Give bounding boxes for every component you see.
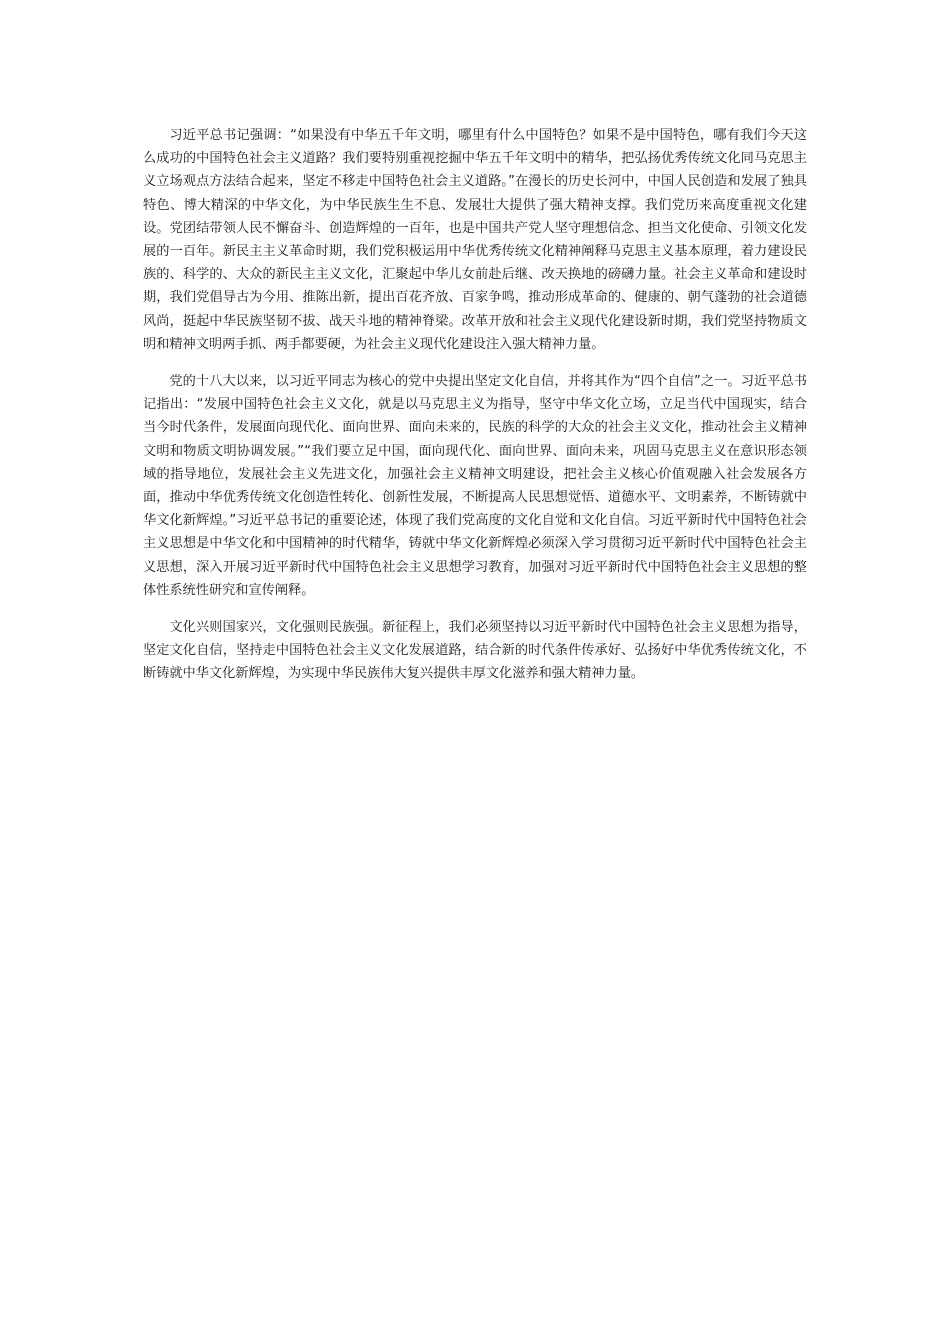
paragraph-2: 党的十八大以来，以习近平同志为核心的党中央提出坚定文化自信，并将其作为“四个自信”之一。习近平总书记指出：“发展中国特色社会主义文化，就是以马克思主义为指导，坚守中华文化立场，立足当代中国现实，结合当今时代条件，发展面向现代化、面向世界、面向未来的，民族的科学的大众的社会主义文化，推动社会主义精神文明和物质文明协调发展。”“我们要立足中国，面向现代化、面向世界、面向未来，巩固马克思主义在意识形态领域的指导地位，发展社会主义先进文化，加强社会主义精神文明建设，把社会主义核心价值观融入社会发展各方面，推动中华优秀传统文化创造性转化、创新性发展，不断提高人民思想觉悟、道德水平、文明素养，不断铸就中华文化新辉煌。”习近平总书记的重要论述，体现了我们党高度的文化自觉和文化自信。习近平新时代中国特色社会主义思想是中华文化和中国精神的时代精华，铸就中华文化新辉煌必须深入学习贯彻习近平新时代中国特色社会主义思想，深入开展习近平新时代中国特色社会主义思想学习教育，加强对习近平新时代中国特色社会主义思想的整体性系统性研究和宣传阐释。: [143, 374, 807, 598]
paragraph-3: 文化兴则国家兴，文化强则民族强。新征程上，我们必须坚持以习近平新时代中国特色社会主义思想为指导，坚定文化自信，坚持走中国特色社会主义文化发展道路，结合新的时代条件传承好、弘扬好中华优秀传统文化，不断铸就中华文化新辉煌，为实现中华民族伟大复兴提供丰厚文化滋养和强大精神力量。: [143, 620, 807, 682]
article-body: [143, 124, 807, 700]
paragraph-1: 习近平总书记强调：“如果没有中华五千年文明，哪里有什么中国特色？如果不是中国特色，哪有我们今天这么成功的中国特色社会主义道路？我们要特别重视挖掘中华五千年文明中的精华，把弘扬优秀传统文化同马克思主义立场观点方法结合起来，坚定不移走中国特色社会主义道路。”在漫长的历史长河中，中国人民创造和发展了独具特色、博大精深的中华文化，为中华民族生生不息、发展壮大提供了强大精神支撑。我们党历来高度重视文化建设。党团结带领人民不懈奋斗、创造辉煌的一百年，也是中国共产党人坚守理想信念、担当文化使命、引领文化发展的一百年。新民主主义革命时期，我们党积极运用中华优秀传统文化精神阐释马克思主义基本原理，着力建设民族的、科学的、大众的新民主主义文化，汇聚起中华儿女前赴后继、改天换地的磅礴力量。社会主义革命和建设时期，我们党倡导古为今用、推陈出新，提出百花齐放、百家争鸣，推动形成革命的、健康的、朝气蓬勃的社会道德风尚，挺起中华民族坚韧不拔、战天斗地的精神脊梁。改革开放和社会主义现代化建设新时期，我们党坚持物质文明和精神文明两手抓、两手都要硬，为社会主义现代化建设注入强大精神力量。: [143, 128, 807, 352]
